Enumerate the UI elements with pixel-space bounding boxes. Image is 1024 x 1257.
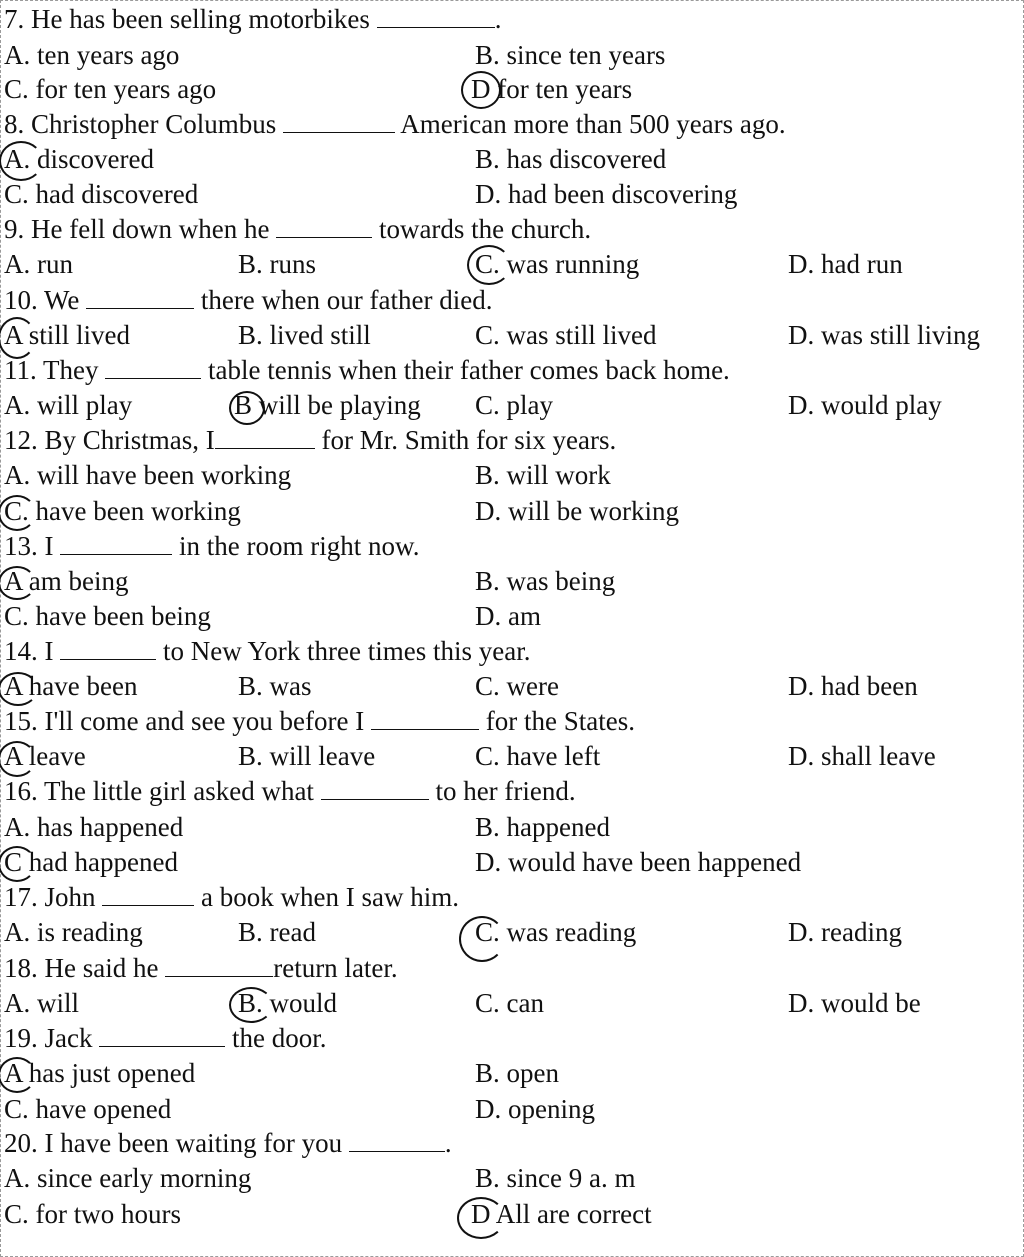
option-d: D. reading <box>788 917 902 947</box>
question-stem-end: . <box>494 4 502 34</box>
option-b: B. will work <box>475 460 611 490</box>
question-stem-end: to her friend. <box>435 776 576 806</box>
question-number: 12. <box>4 425 38 455</box>
question-number: 20. <box>4 1128 38 1158</box>
option-c: C. had discovered <box>4 179 199 209</box>
answer-blank <box>215 426 315 449</box>
option-d: D. would have been happened <box>475 847 802 877</box>
option-d: D All are correct <box>471 1199 652 1229</box>
option-a: A leave <box>4 741 86 771</box>
option-a: A. will <box>4 988 80 1018</box>
option-b: B. will leave <box>238 741 376 771</box>
question-number: 8. <box>4 109 25 139</box>
option-c: C. for ten years ago <box>4 74 217 104</box>
question-stem-end: there when our father died. <box>200 285 493 315</box>
question-number: 19. <box>4 1023 38 1053</box>
question-stem: By Christmas, I <box>44 425 215 455</box>
question-13 <box>4 530 419 562</box>
question-14 <box>4 635 530 667</box>
question-stem-end: a book when I saw him. <box>201 882 459 912</box>
option-b: B. lived still <box>238 320 371 350</box>
question-9 <box>4 213 591 245</box>
question-number: 17. <box>4 882 38 912</box>
question-number: 7. <box>4 4 25 34</box>
question-stem-end: American more than 500 years ago. <box>400 109 786 139</box>
option-d: D. would play <box>788 390 942 420</box>
question-stem-end: table tennis when their father comes back home. <box>208 355 730 385</box>
question-stem: Jack <box>44 1023 93 1053</box>
question-number: 14. <box>4 636 38 666</box>
question-number: 13. <box>4 531 38 561</box>
question-stem: They <box>43 355 99 385</box>
option-b: B. runs <box>238 249 317 279</box>
option-a: A. discovered <box>4 144 154 174</box>
answer-blank <box>276 215 372 238</box>
question-12 <box>4 424 616 456</box>
option-a: A. has happened <box>4 812 184 842</box>
option-b: B. read <box>238 917 316 947</box>
question-number: 18. <box>4 953 38 983</box>
question-number: 9. <box>4 214 25 244</box>
option-c: C. were <box>475 671 559 701</box>
option-d: D. had been discovering <box>475 179 738 209</box>
option-c: C. have been working <box>4 496 241 526</box>
option-d: D. had been <box>788 671 918 701</box>
question-16 <box>4 775 576 807</box>
option-d: D. shall leave <box>788 741 936 771</box>
question-15 <box>4 705 635 737</box>
option-b: B. happened <box>475 812 610 842</box>
answer-blank <box>377 5 495 28</box>
question-stem: John <box>44 882 96 912</box>
question-stem-end: the door. <box>231 1023 327 1053</box>
option-a: A. will play <box>4 390 133 420</box>
question-20 <box>4 1127 452 1159</box>
question-stem: I have been waiting for you <box>44 1128 343 1158</box>
option-d: D. will be working <box>475 496 679 526</box>
option-d: D. was still living <box>788 320 981 350</box>
question-17 <box>4 881 459 913</box>
question-7 <box>4 3 501 35</box>
option-b: B will be playing <box>234 390 421 420</box>
question-8 <box>4 108 786 140</box>
question-19 <box>4 1022 326 1054</box>
question-stem: I <box>44 636 54 666</box>
option-a: A has just opened <box>4 1058 196 1088</box>
option-a: A. is reading <box>4 917 143 947</box>
option-c: C. have been being <box>4 601 211 631</box>
question-stem-end: in the room right now. <box>179 531 420 561</box>
option-b: B. would <box>238 988 338 1018</box>
option-b: B. since 9 a. m <box>475 1163 636 1193</box>
answer-blank <box>105 356 201 379</box>
question-stem: The little girl asked what <box>44 776 314 806</box>
question-number: 11. <box>4 355 37 385</box>
option-c: C. have opened <box>4 1094 172 1124</box>
option-c: C. play <box>475 390 553 420</box>
option-a: A. run <box>4 249 73 279</box>
answer-blank <box>165 954 273 977</box>
question-stem-end: . <box>444 1128 452 1158</box>
question-stem: He has been selling motorbikes <box>31 4 370 34</box>
option-c: C. can <box>475 988 544 1018</box>
question-stem-end: for the States. <box>485 706 635 736</box>
option-a: A. since early morning <box>4 1163 252 1193</box>
question-stem-end: for Mr. Smith for six years. <box>321 425 617 455</box>
question-stem: I <box>44 531 54 561</box>
option-d: D. am <box>475 601 541 631</box>
answer-blank <box>60 532 172 555</box>
answer-blank <box>321 777 429 800</box>
answer-blank <box>99 1024 225 1047</box>
option-d: D. opening <box>475 1094 595 1124</box>
option-a: A have been <box>4 671 138 701</box>
option-b: B. was <box>238 671 312 701</box>
question-stem-end: return later. <box>273 953 398 983</box>
option-b: B. since ten years <box>475 40 666 70</box>
answer-blank <box>102 883 194 906</box>
option-a: A still lived <box>4 320 131 350</box>
question-10 <box>4 284 492 316</box>
option-d: D for ten years <box>471 74 633 104</box>
question-stem: He said he <box>44 953 159 983</box>
option-c: C. was running <box>475 249 640 279</box>
question-number: 15. <box>4 706 38 736</box>
option-c: C. for two hours <box>4 1199 181 1229</box>
question-number: 10. <box>4 285 38 315</box>
answer-blank <box>349 1129 445 1152</box>
answer-blank <box>86 286 194 309</box>
question-stem-end: towards the church. <box>378 214 592 244</box>
option-c: C had happened <box>4 847 178 877</box>
answer-blank <box>60 637 156 660</box>
option-d: D. would be <box>788 988 921 1018</box>
answer-blank <box>371 707 479 730</box>
option-d: D. had run <box>788 249 903 279</box>
question-stem: I'll come and see you before I <box>44 706 365 736</box>
question-stem: He fell down when he <box>31 214 270 244</box>
question-11 <box>4 354 730 386</box>
question-stem-end: to New York three times this year. <box>163 636 531 666</box>
question-stem: We <box>44 285 80 315</box>
option-c: C. was still lived <box>475 320 657 350</box>
question-number: 16. <box>4 776 38 806</box>
question-18 <box>4 952 398 984</box>
option-c: C. have left <box>475 741 601 771</box>
option-a: A am being <box>4 566 129 596</box>
option-a: A. will have been working <box>4 460 292 490</box>
answer-blank <box>283 110 395 133</box>
option-b: B. was being <box>475 566 616 596</box>
option-c: C. was reading <box>475 917 637 947</box>
option-a: A. ten years ago <box>4 40 180 70</box>
option-b: B. has discovered <box>475 144 667 174</box>
question-stem: Christopher Columbus <box>31 109 277 139</box>
option-b: B. open <box>475 1058 559 1088</box>
